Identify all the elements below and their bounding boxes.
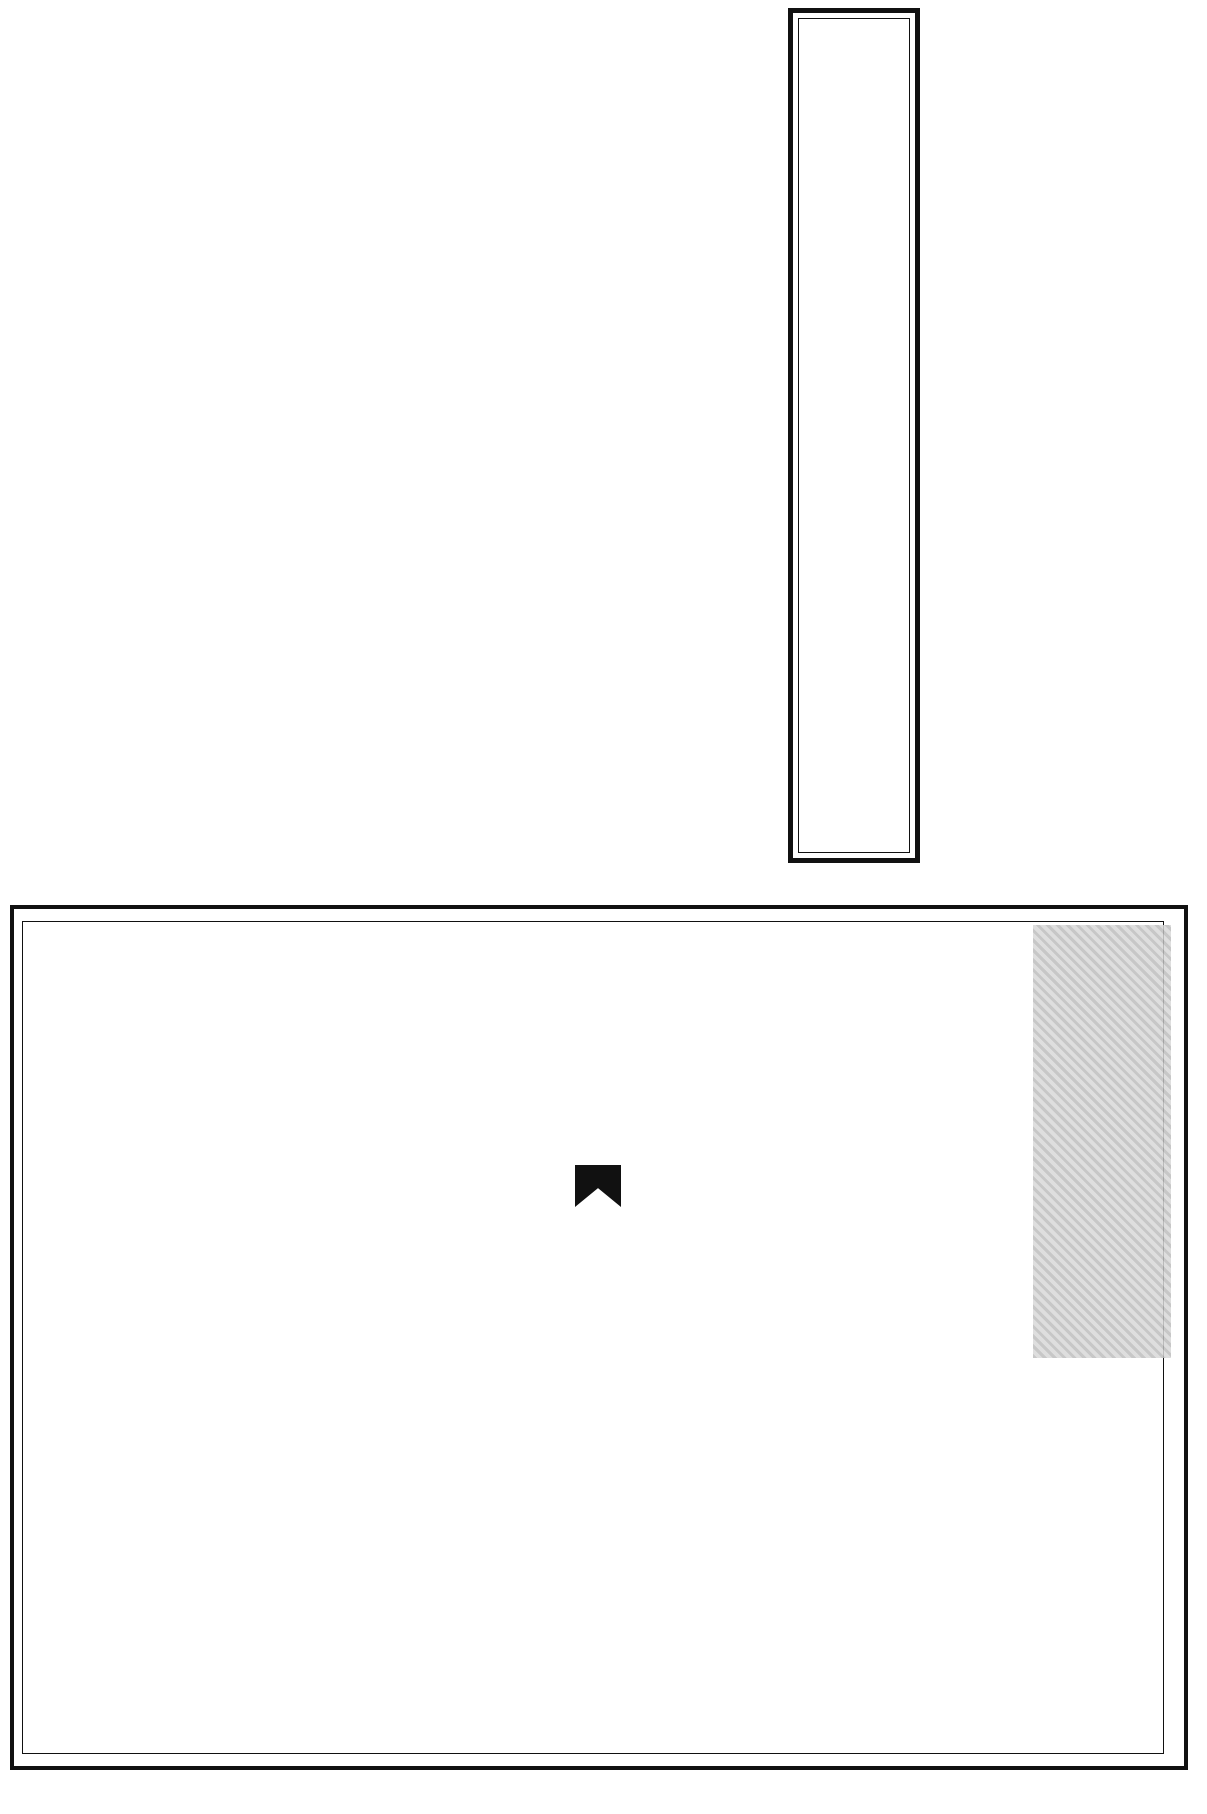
title-cartouche [788, 8, 920, 863]
smudge-mark [1033, 925, 1171, 1358]
fold-strip [570, 921, 626, 1754]
